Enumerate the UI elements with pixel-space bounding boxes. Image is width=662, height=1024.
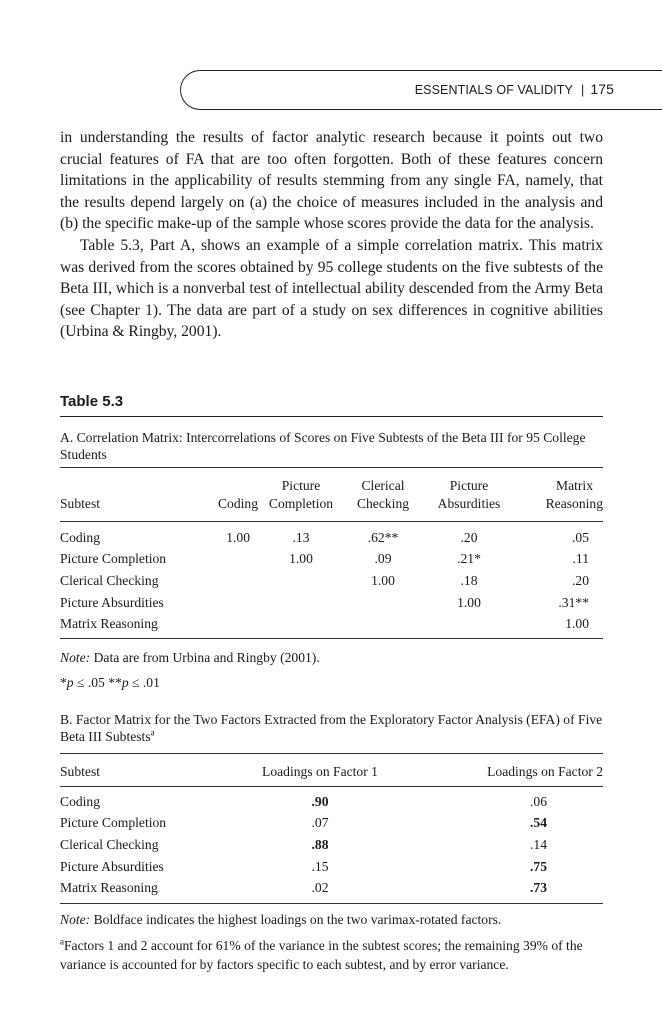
- part-b-note-text: Boldface indicates the highest loadings on the two varimax-rotated factors.: [93, 912, 502, 927]
- col-b-subtest: Subtest: [60, 763, 101, 779]
- table-row: [60, 856, 603, 878]
- table-cell: .20: [572, 572, 589, 588]
- table-label: Table 5.3: [60, 393, 124, 410]
- loading-value: .73: [530, 880, 547, 896]
- loading-value: .90: [311, 793, 329, 809]
- part-b-bottom-rule: [60, 903, 603, 904]
- loading-cell: [415, 813, 603, 835]
- row-label: Clerical Checking: [60, 836, 159, 852]
- table-cell: .05: [572, 529, 589, 545]
- loading-cell: [415, 877, 603, 899]
- col-picture-completion-2: Completion: [268, 496, 334, 511]
- table-cell: 1.00: [565, 616, 589, 632]
- table-row: [60, 570, 603, 592]
- table-cell: .21*: [457, 551, 481, 567]
- correlation-matrix: [60, 527, 603, 635]
- part-b-header-rule: [60, 786, 603, 787]
- loading-cell: [225, 877, 415, 899]
- sig-p2: p: [121, 675, 129, 690]
- loading-value: .14: [530, 836, 547, 852]
- part-b-caption-sup: a: [150, 727, 155, 738]
- table-cell: 1.00: [226, 529, 250, 545]
- col-matrix-reasoning-1: Matrix: [556, 478, 593, 493]
- loading-cell: [415, 856, 603, 878]
- table-cell: [190, 592, 260, 614]
- part-a-caption-rule: [60, 467, 603, 468]
- col-clerical-checking-1: Clerical: [361, 478, 405, 493]
- table-cell: .11: [572, 551, 589, 567]
- col-coding: Coding: [217, 496, 258, 511]
- table-row: [60, 613, 603, 635]
- running-title: ESSENTIALS OF VALIDITY: [414, 83, 573, 97]
- table-cell: [260, 613, 342, 635]
- col-picture-completion-1: Picture: [281, 478, 321, 493]
- table-cell: .09: [374, 551, 392, 567]
- loading-value: .15: [311, 858, 329, 874]
- table-cell: 1.00: [457, 594, 481, 610]
- table-row: [60, 592, 603, 614]
- table-cell: 1.00: [371, 572, 395, 588]
- table-cell: .13: [292, 529, 310, 545]
- significance-note: [60, 673, 603, 692]
- col-factor1: Loadings on Factor 1: [262, 763, 378, 779]
- loading-value: .07: [311, 815, 329, 831]
- row-label: Picture Completion: [60, 815, 167, 831]
- factor-matrix: [60, 791, 603, 899]
- col-subtest: Subtest: [60, 496, 101, 511]
- part-b-note-label: Note:: [60, 912, 91, 927]
- table-row: [60, 527, 603, 549]
- part-a-caption: A. Correlation Matrix: Intercorrelations of Scores on Five Subtests of the Beta III for 95 College Students: [60, 430, 586, 462]
- loading-value: .88: [311, 836, 329, 852]
- loading-cell: [415, 791, 603, 813]
- part-b-footnote: [60, 936, 603, 974]
- table-cell: [190, 549, 260, 571]
- part-a-header-rule: [60, 521, 603, 522]
- table-top-rule: [60, 416, 603, 417]
- table-cell: [342, 592, 424, 614]
- col-picture-absurdities-1: Picture: [449, 478, 489, 493]
- col-matrix-reasoning-2: Reasoning: [545, 496, 603, 511]
- part-a-note-label: Note:: [60, 650, 91, 665]
- table-cell: [190, 613, 260, 635]
- running-header: ESSENTIALS OF VALIDITY | 175: [414, 81, 614, 97]
- row-label: Picture Absurdities: [60, 858, 164, 874]
- loading-cell: [415, 834, 603, 856]
- row-label: Matrix Reasoning: [60, 616, 158, 632]
- table-row: [60, 813, 603, 835]
- table-cell: .18: [460, 572, 478, 588]
- table-cell: [190, 570, 260, 592]
- table-cell: [424, 613, 514, 635]
- part-a-note-text: Data are from Urbina and Ringby (2001).: [93, 650, 320, 665]
- row-label: Coding: [60, 793, 101, 809]
- part-b-caption-text: B. Factor Matrix for the Two Factors Extracted from the Exploratory Factor Analysis (EFA) of Five Beta III Subtests: [60, 712, 603, 744]
- loading-value: .06: [530, 793, 547, 809]
- loading-value: .54: [530, 815, 547, 831]
- sig-p1: p: [66, 675, 74, 690]
- part-b-header: [60, 761, 603, 783]
- table-cell: .20: [460, 529, 478, 545]
- part-a-header: [60, 476, 603, 512]
- row-label: Picture Absurdities: [60, 594, 164, 610]
- loading-cell: [225, 791, 415, 813]
- col-picture-absurdities-2: Absurdities: [437, 496, 501, 511]
- body-text: [60, 127, 603, 343]
- loading-cell: [225, 813, 415, 835]
- sig-t1: ≤ .05 **: [73, 675, 122, 690]
- row-label: Matrix Reasoning: [60, 880, 158, 896]
- part-b-note: [60, 910, 603, 929]
- table-row: [60, 791, 603, 813]
- paragraph-2: Table 5.3, Part A, shows an example of a simple correlation matrix. This matrix was derived from the scores obtained by 95 college students on the five subtests of the Beta III, which is a nonverbal test of intellectual ability descended from the Army Beta (see Chapter 1). The data are part of a study on sex differences in cognitive abilities (Urbina & Ringby, 2001).: [60, 236, 603, 341]
- table-cell: .62**: [367, 529, 399, 545]
- loading-cell: [225, 834, 415, 856]
- table-cell: [260, 570, 342, 592]
- table-cell: 1.00: [289, 551, 313, 567]
- loading-value: .75: [530, 858, 547, 874]
- part-b-caption: [60, 712, 603, 746]
- sig-t2: ≤ .01: [128, 675, 160, 690]
- paragraph-1: in understanding the results of factor analytic research because it points out two crucial features of FA that are too often forgotten. Both of these features concern limitations in the applicability of results stemming from any single FA, namely, that the results depend largely on (a) the choice of measures included in the analysis and (b) the specific make-up of the sample whose scores provide the data for the analysis.: [60, 129, 603, 233]
- table-cell: .31**: [558, 594, 589, 610]
- col-clerical-checking-2: Checking: [356, 496, 410, 511]
- table-row: [60, 834, 603, 856]
- part-b-caption-rule: [60, 753, 603, 754]
- footnote-marker: a: [60, 936, 64, 947]
- row-label: Picture Completion: [60, 551, 167, 567]
- row-label: Coding: [60, 529, 101, 545]
- col-factor2: Loadings on Factor 2: [487, 763, 603, 779]
- part-a-note: [60, 648, 603, 667]
- page-number: 175: [590, 81, 614, 97]
- loading-cell: [225, 856, 415, 878]
- table-row: [60, 549, 603, 571]
- part-a-bottom-rule: [60, 638, 603, 639]
- loading-value: .02: [311, 880, 329, 896]
- table-row: [60, 877, 603, 899]
- sig-star: *: [60, 675, 67, 690]
- table-cell: [342, 613, 424, 635]
- footnote-text: Factors 1 and 2 account for 61% of the variance in the subtest scores; the remaining 39% of the variance is accounted for by factors specific to each subtest, and by error variance.: [60, 938, 583, 972]
- row-label: Clerical Checking: [60, 572, 159, 588]
- table-cell: [260, 592, 342, 614]
